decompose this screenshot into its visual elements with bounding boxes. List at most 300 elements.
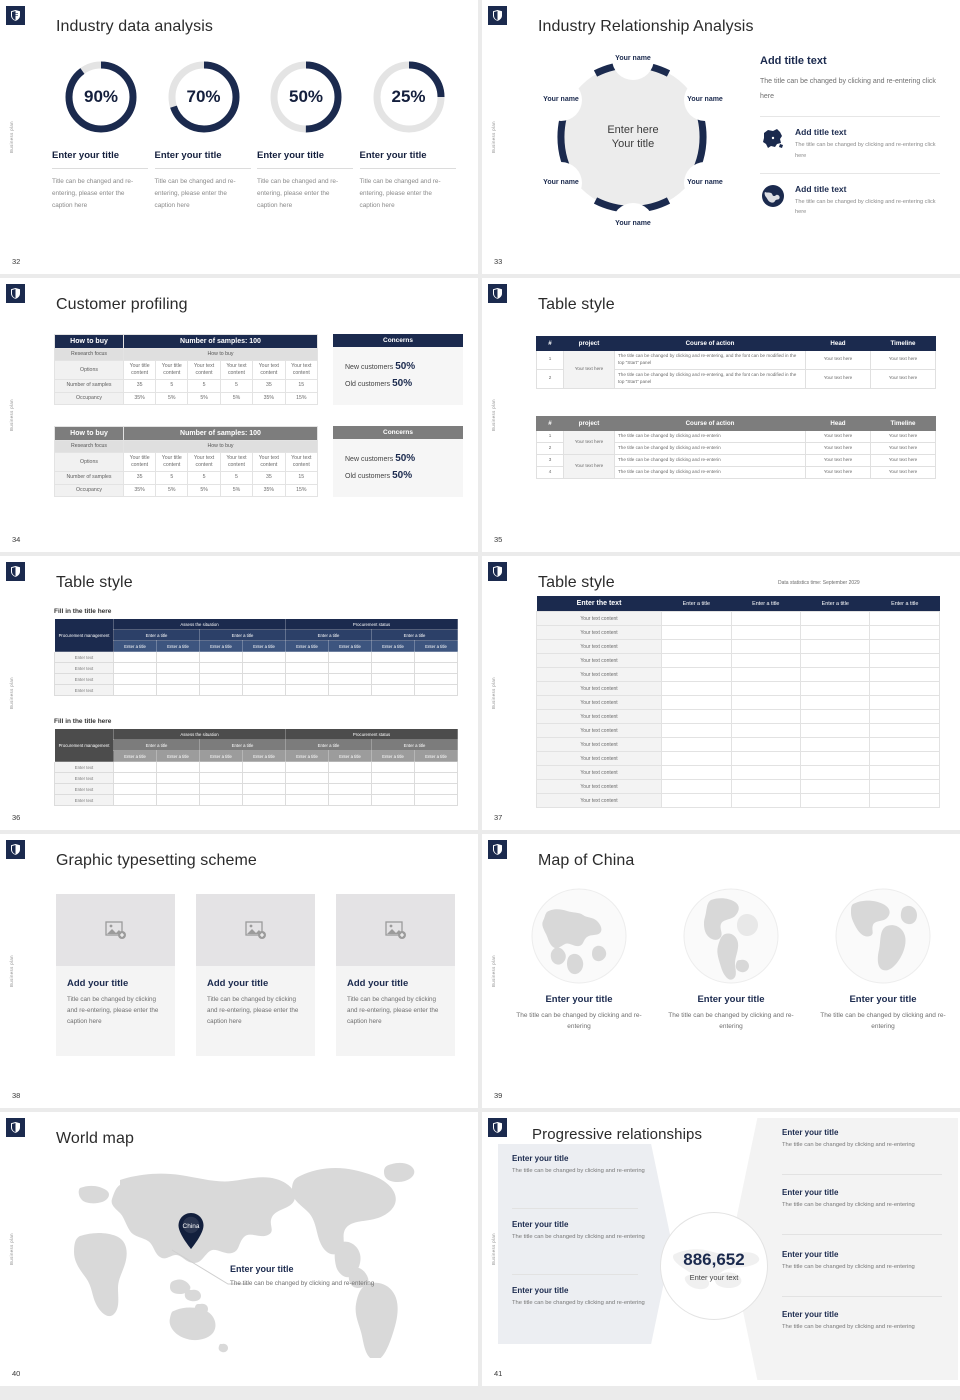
row-label: Your text content bbox=[537, 640, 662, 654]
table-cell[interactable] bbox=[731, 612, 800, 626]
col-header: Head bbox=[806, 417, 871, 431]
table-cell[interactable] bbox=[200, 784, 243, 795]
table-cell[interactable] bbox=[870, 794, 940, 808]
table-cell[interactable] bbox=[662, 696, 731, 710]
globe-group bbox=[514, 882, 948, 1032]
table-cell[interactable] bbox=[157, 784, 200, 795]
big-number: 886,652 bbox=[683, 1250, 745, 1269]
table-row: Options Your title content Your title content Your text content Your text content Your text content Your text content bbox=[55, 453, 318, 472]
divider bbox=[512, 1208, 638, 1209]
table-row bbox=[55, 685, 458, 696]
page-title: Industry data analysis bbox=[56, 18, 213, 35]
table-cell[interactable] bbox=[286, 795, 329, 806]
table-cell[interactable] bbox=[286, 762, 329, 773]
page-title: Table style bbox=[538, 296, 615, 313]
table-cell[interactable] bbox=[243, 674, 286, 685]
table-cell[interactable] bbox=[662, 724, 731, 738]
procurement-table-gray bbox=[54, 728, 458, 806]
page-title: Graphic typesetting scheme bbox=[56, 852, 257, 869]
leaf-header: Enter a title bbox=[157, 751, 200, 762]
table-cell[interactable] bbox=[329, 663, 372, 674]
table-cell[interactable] bbox=[286, 784, 329, 795]
table-row bbox=[55, 674, 458, 685]
table-cell[interactable] bbox=[372, 762, 415, 773]
row-label: Enter text bbox=[55, 795, 114, 806]
table-cell[interactable] bbox=[329, 795, 372, 806]
leaf-header: Enter a title bbox=[286, 641, 329, 652]
table-cell[interactable] bbox=[731, 710, 800, 724]
node-bottom-left[interactable]: Your name bbox=[540, 162, 582, 204]
right-item-2[interactable] bbox=[782, 1188, 932, 1210]
table-cell[interactable] bbox=[114, 773, 157, 784]
table-row: Occupancy 35% 5% 5% 5% 35% 15% bbox=[55, 484, 318, 496]
table-cell[interactable] bbox=[731, 794, 800, 808]
globe-americas-icon bbox=[666, 882, 796, 990]
page-title: Map of China bbox=[538, 852, 635, 869]
left-item-3[interactable] bbox=[512, 1286, 646, 1308]
col-header: Enter a title bbox=[801, 596, 870, 612]
table-cell[interactable] bbox=[870, 724, 940, 738]
customer-table-navy bbox=[54, 334, 318, 405]
table-cell[interactable] bbox=[731, 668, 800, 682]
table-cell[interactable] bbox=[801, 766, 870, 780]
donut-value: 70% bbox=[186, 87, 221, 106]
text-content-table bbox=[536, 596, 940, 808]
item-desc: The title can be changed by clicking and re-entering bbox=[512, 1234, 645, 1240]
row-label: Enter text bbox=[55, 663, 114, 674]
table-cell[interactable] bbox=[731, 738, 800, 752]
table-cell[interactable] bbox=[243, 762, 286, 773]
action-table-navy bbox=[536, 336, 936, 389]
table-cell[interactable] bbox=[870, 710, 940, 724]
leaf-header: Enter a title bbox=[243, 641, 286, 652]
table-row bbox=[55, 762, 458, 773]
row-label: Your text content bbox=[537, 626, 662, 640]
table-row: 2 The title can be changed by clicking and re-enterin Your text here Your text here bbox=[537, 442, 936, 454]
table-cell[interactable] bbox=[801, 626, 870, 640]
table-cell[interactable] bbox=[200, 685, 243, 696]
table-cell[interactable] bbox=[329, 784, 372, 795]
leaf-header: Enter a title bbox=[415, 751, 458, 762]
table-cell[interactable] bbox=[801, 724, 870, 738]
image-placeholder[interactable] bbox=[336, 894, 455, 966]
globe-atlantic-icon bbox=[818, 882, 948, 990]
item-desc: The title can be changed by clicking and re-entering click here bbox=[795, 199, 936, 216]
table-row: Number of samples 35 5 5 5 35 15 bbox=[55, 380, 318, 392]
table-cell[interactable] bbox=[801, 668, 870, 682]
table-cell[interactable] bbox=[157, 652, 200, 663]
table-cell[interactable] bbox=[731, 682, 800, 696]
table-cell[interactable] bbox=[801, 612, 870, 626]
globe-card[interactable] bbox=[818, 882, 948, 1032]
row-label: Enter text bbox=[55, 652, 114, 663]
table-cell[interactable] bbox=[372, 652, 415, 663]
page-title: World map bbox=[56, 1130, 134, 1147]
brand-logo bbox=[6, 840, 25, 859]
row-label: Enter text bbox=[55, 674, 114, 685]
table-cell[interactable] bbox=[731, 766, 800, 780]
table-cell[interactable] bbox=[731, 640, 800, 654]
table-cell[interactable] bbox=[801, 752, 870, 766]
table-cell[interactable] bbox=[415, 784, 458, 795]
table-cell[interactable] bbox=[415, 663, 458, 674]
table-cell[interactable] bbox=[329, 685, 372, 696]
table-cell[interactable] bbox=[114, 762, 157, 773]
vertical-brand-label: Business plan bbox=[9, 121, 14, 153]
table-cell[interactable] bbox=[870, 668, 940, 682]
table-cell[interactable] bbox=[157, 762, 200, 773]
table-cell[interactable] bbox=[662, 682, 731, 696]
page-number: 38 bbox=[12, 1091, 21, 1100]
brand-logo bbox=[6, 284, 25, 303]
col-header: Enter a title bbox=[662, 596, 731, 612]
node-bottom[interactable]: Your name bbox=[612, 203, 654, 245]
item-desc: The title can be changed by clicking and re-entering click here bbox=[795, 142, 936, 159]
item-title: Enter your title bbox=[512, 1220, 569, 1229]
table-cell[interactable] bbox=[243, 652, 286, 663]
table-cell[interactable] bbox=[731, 752, 800, 766]
slide-customer-profiling bbox=[0, 278, 478, 552]
table-cell[interactable] bbox=[329, 674, 372, 685]
table-cell[interactable] bbox=[243, 773, 286, 784]
item-desc: The title can be changed by clicking and re-entering bbox=[782, 1324, 915, 1330]
col-header: project bbox=[564, 417, 615, 431]
slide-graphic-typesetting-scheme bbox=[0, 834, 478, 1108]
table-cell[interactable] bbox=[415, 652, 458, 663]
table-cell[interactable] bbox=[329, 773, 372, 784]
leaf-header: Enter a title bbox=[372, 751, 415, 762]
table-cell[interactable] bbox=[731, 654, 800, 668]
sub-header: Enter a title bbox=[200, 630, 286, 641]
brand-logo bbox=[488, 284, 507, 303]
table-cell[interactable] bbox=[114, 674, 157, 685]
row-label: Enter text bbox=[55, 784, 114, 795]
image-placeholder[interactable] bbox=[56, 894, 175, 966]
table-cell[interactable] bbox=[870, 682, 940, 696]
table-cell[interactable] bbox=[372, 795, 415, 806]
table-cell[interactable] bbox=[200, 773, 243, 784]
table-cell[interactable] bbox=[662, 752, 731, 766]
media-card[interactable] bbox=[196, 894, 315, 1056]
table-cell[interactable] bbox=[662, 612, 731, 626]
row-label: Your text content bbox=[537, 668, 662, 682]
table-cell[interactable] bbox=[372, 663, 415, 674]
table-cell[interactable] bbox=[731, 626, 800, 640]
table-row bbox=[537, 752, 940, 766]
page-number: 41 bbox=[494, 1369, 503, 1378]
table-cell[interactable] bbox=[731, 696, 800, 710]
page-number: 33 bbox=[494, 257, 503, 266]
divider bbox=[760, 173, 940, 174]
row-label: Enter text bbox=[55, 773, 114, 784]
table-cell[interactable] bbox=[329, 762, 372, 773]
table-cell[interactable] bbox=[243, 795, 286, 806]
table-cell[interactable] bbox=[870, 626, 940, 640]
table-cell[interactable] bbox=[731, 780, 800, 794]
item-desc: The title can be changed by clicking and re-entering bbox=[512, 1300, 645, 1306]
item-desc: The title can be changed by clicking and re-entering bbox=[512, 1168, 645, 1174]
leaf-header: Enter a title bbox=[200, 641, 243, 652]
relationship-circle-diagram bbox=[532, 42, 732, 232]
donut-title: Enter your title bbox=[155, 150, 251, 169]
row-label: Your text content bbox=[537, 724, 662, 738]
table-cell[interactable] bbox=[243, 685, 286, 696]
table-cell[interactable] bbox=[801, 696, 870, 710]
table-cell[interactable] bbox=[662, 738, 731, 752]
table-row: Options Your title content Your title content Your text content Your text content Your text content Your text content bbox=[55, 361, 318, 380]
item-title: Enter your title bbox=[782, 1188, 839, 1197]
col-header: Course of action bbox=[615, 337, 806, 351]
item-title: Enter your title bbox=[782, 1310, 839, 1319]
col-header: Course of action bbox=[615, 417, 806, 431]
table-cell[interactable] bbox=[662, 654, 731, 668]
donut-desc: Title can be changed and re-entering, please enter the caption here bbox=[52, 178, 134, 209]
slide-map-of-china bbox=[482, 834, 960, 1108]
row-label: Your text content bbox=[537, 752, 662, 766]
table-row bbox=[537, 696, 940, 710]
table-cell[interactable] bbox=[200, 652, 243, 663]
media-card[interactable] bbox=[336, 894, 455, 1056]
page-title: Industry Relationship Analysis bbox=[538, 18, 754, 35]
table-cell[interactable] bbox=[801, 794, 870, 808]
table-cell[interactable] bbox=[286, 663, 329, 674]
panel-heading: Add title text bbox=[760, 55, 827, 67]
vertical-brand-label: Business plan bbox=[491, 399, 496, 431]
divider bbox=[760, 116, 940, 117]
map-callout bbox=[230, 1264, 380, 1289]
table-row bbox=[537, 766, 940, 780]
table-cell[interactable] bbox=[662, 668, 731, 682]
item-title: Enter your title bbox=[512, 1154, 569, 1163]
sub-header: Enter a title bbox=[114, 630, 200, 641]
callout-desc: The title can be changed by clicking and re-entering bbox=[230, 1280, 375, 1287]
right-item-1[interactable] bbox=[782, 1128, 932, 1150]
globe-title: Enter your title bbox=[849, 994, 917, 1005]
col-header: Enter a title bbox=[870, 596, 940, 612]
table-cell[interactable] bbox=[286, 685, 329, 696]
leaf-header: Enter a title bbox=[114, 751, 157, 762]
add-image-icon bbox=[385, 920, 407, 940]
panel-item[interactable] bbox=[760, 184, 940, 218]
center-stat-circle bbox=[660, 1212, 768, 1320]
leaf-header: Enter a title bbox=[329, 751, 372, 762]
media-card[interactable] bbox=[56, 894, 175, 1056]
table-cell[interactable] bbox=[731, 724, 800, 738]
slide-industry-relationship-analysis bbox=[482, 0, 960, 274]
donut-title: Enter your title bbox=[52, 150, 148, 169]
card-group bbox=[56, 894, 455, 1056]
col-header: Timeline bbox=[871, 337, 936, 351]
divider bbox=[782, 1234, 942, 1235]
table-row bbox=[537, 626, 940, 640]
table-cell[interactable] bbox=[801, 710, 870, 724]
table-cell[interactable] bbox=[372, 685, 415, 696]
donut-chart-90 bbox=[62, 58, 140, 136]
concerns-body bbox=[333, 347, 463, 405]
table-cell[interactable] bbox=[372, 773, 415, 784]
page-number: 36 bbox=[12, 813, 21, 822]
table-cell[interactable] bbox=[801, 640, 870, 654]
left-item-2[interactable] bbox=[512, 1220, 646, 1242]
table-cell[interactable] bbox=[870, 780, 940, 794]
table-cell[interactable] bbox=[870, 752, 940, 766]
table-cell[interactable] bbox=[870, 766, 940, 780]
table-cell[interactable] bbox=[415, 773, 458, 784]
table-row bbox=[55, 773, 458, 784]
left-item-1[interactable] bbox=[512, 1154, 646, 1176]
card-body bbox=[336, 966, 455, 1056]
table-cell[interactable] bbox=[157, 674, 200, 685]
table-cell[interactable] bbox=[157, 685, 200, 696]
table-cell[interactable] bbox=[870, 738, 940, 752]
table-row bbox=[537, 724, 940, 738]
slide-table-style-35 bbox=[482, 278, 960, 552]
brand-logo bbox=[6, 562, 25, 581]
action-table-gray bbox=[536, 416, 936, 479]
table-cell[interactable] bbox=[157, 795, 200, 806]
donut-chart-50 bbox=[267, 58, 345, 136]
divider bbox=[512, 1274, 638, 1275]
col-header: Enter a title bbox=[731, 596, 800, 612]
group-header: Procurement status bbox=[286, 619, 458, 630]
big-caption: Enter your text bbox=[689, 1273, 739, 1282]
globe-card[interactable] bbox=[666, 882, 796, 1032]
node-top-right[interactable]: Your name bbox=[684, 79, 726, 121]
page-number: 37 bbox=[494, 813, 503, 822]
panel-item[interactable] bbox=[760, 127, 940, 161]
right-item-3[interactable] bbox=[782, 1250, 932, 1272]
table-row bbox=[55, 652, 458, 663]
table-cell[interactable] bbox=[662, 794, 731, 808]
table-cell[interactable] bbox=[200, 795, 243, 806]
table-cell[interactable] bbox=[415, 795, 458, 806]
table-row: Number of samples 35 5 5 5 35 15 bbox=[55, 472, 318, 484]
card-desc: Title can be changed by clicking and re-entering, please enter the caption here bbox=[207, 996, 299, 1026]
item-title: Enter your title bbox=[782, 1250, 839, 1259]
table-cell[interactable] bbox=[415, 674, 458, 685]
sub-header: Enter a title bbox=[372, 740, 458, 751]
section-label-bottom: Fill in the title here bbox=[54, 718, 112, 725]
table-cell[interactable] bbox=[114, 784, 157, 795]
group-header: Procurement status bbox=[286, 729, 458, 740]
page-title: Table style bbox=[538, 574, 615, 591]
brand-logo bbox=[488, 840, 507, 859]
table-cell[interactable] bbox=[286, 652, 329, 663]
page-number: 34 bbox=[12, 535, 21, 544]
slide-progressive-relationships bbox=[482, 1112, 960, 1386]
page-number: 32 bbox=[12, 257, 21, 266]
table-cell[interactable] bbox=[801, 654, 870, 668]
table-cell[interactable] bbox=[243, 663, 286, 674]
node-top[interactable]: Your name bbox=[612, 38, 654, 80]
concerns-card-gray: Concerns New customers 50% Old customers 50% bbox=[333, 426, 463, 497]
leaf-header: Enter a title bbox=[114, 641, 157, 652]
row-label: Your text content bbox=[537, 696, 662, 710]
leaf-header: Enter a title bbox=[415, 641, 458, 652]
donut-chart-70 bbox=[165, 58, 243, 136]
right-item-4[interactable] bbox=[782, 1310, 932, 1332]
right-text-panel bbox=[760, 55, 940, 228]
table-cell[interactable] bbox=[801, 682, 870, 696]
table-row: 1 Your text here The title can be changed by clicking and re-enterin Your text here Your text here bbox=[537, 431, 936, 443]
image-placeholder[interactable] bbox=[196, 894, 315, 966]
row-label: Your text content bbox=[537, 794, 662, 808]
brand-logo bbox=[488, 562, 507, 581]
vertical-brand-label: Business plan bbox=[491, 121, 496, 153]
table-cell[interactable] bbox=[329, 652, 372, 663]
node-bottom-right[interactable]: Your name bbox=[684, 162, 726, 204]
table-row bbox=[537, 682, 940, 696]
item-title: Enter your title bbox=[782, 1128, 839, 1137]
table-cell[interactable] bbox=[286, 674, 329, 685]
table-cell[interactable] bbox=[662, 626, 731, 640]
table-cell[interactable] bbox=[114, 663, 157, 674]
donut-card bbox=[257, 58, 360, 212]
table-cell[interactable] bbox=[415, 685, 458, 696]
table-cell[interactable] bbox=[114, 795, 157, 806]
row-label: Your text content bbox=[537, 654, 662, 668]
pin-label: China bbox=[182, 1223, 200, 1230]
table-cell[interactable] bbox=[415, 762, 458, 773]
table-cell[interactable] bbox=[662, 710, 731, 724]
leaf-header: Enter a title bbox=[157, 641, 200, 652]
table-cell[interactable] bbox=[114, 685, 157, 696]
table-cell[interactable] bbox=[801, 780, 870, 794]
table-cell[interactable] bbox=[372, 784, 415, 795]
customer-table-gray: How to buy Number of samples: 100 Research focus How to buy Options Your title content Your title content Your text content Your text content Your text content Your text content Number of samples 35 5 5 5 35 15 Occupancy 35% 5% 5% 5% 35% 15% bbox=[54, 426, 318, 497]
table-cell[interactable] bbox=[200, 674, 243, 685]
table-cell[interactable] bbox=[286, 773, 329, 784]
table-cell[interactable] bbox=[870, 696, 940, 710]
table-row bbox=[537, 668, 940, 682]
donut-desc: Title can be changed and re-entering, please enter the caption here bbox=[154, 178, 236, 209]
table-cell[interactable] bbox=[157, 663, 200, 674]
table-row bbox=[537, 654, 940, 668]
table-cell[interactable] bbox=[870, 654, 940, 668]
card-title: Add your title bbox=[347, 978, 409, 989]
page-number: 35 bbox=[494, 535, 503, 544]
table-cell[interactable] bbox=[114, 652, 157, 663]
table-cell[interactable] bbox=[662, 780, 731, 794]
table-cell[interactable] bbox=[200, 663, 243, 674]
slide-industry-data-analysis bbox=[0, 0, 478, 274]
table-cell[interactable] bbox=[662, 766, 731, 780]
row-label: Your text content bbox=[537, 682, 662, 696]
table-row: 2 The title can be changed by clicking and re-entering, and the font can be modified in the top "Start" panel Your text here Your text here bbox=[537, 369, 936, 388]
table-cell[interactable] bbox=[157, 773, 200, 784]
row-label: Your text content bbox=[537, 780, 662, 794]
sub-header: Enter a title bbox=[286, 630, 372, 641]
concerns-line: New customers 50% bbox=[345, 453, 416, 464]
center-line-2: Your title bbox=[611, 138, 655, 150]
donut-title: Enter your title bbox=[257, 150, 353, 169]
table-cell[interactable] bbox=[200, 762, 243, 773]
donut-card bbox=[360, 58, 463, 212]
table-cell[interactable] bbox=[870, 612, 940, 626]
col-header: Enter the text bbox=[537, 596, 662, 612]
table-cell[interactable] bbox=[801, 738, 870, 752]
table-cell[interactable] bbox=[870, 640, 940, 654]
concerns-card-navy bbox=[333, 334, 463, 405]
node-top-left[interactable]: Your name bbox=[540, 79, 582, 121]
table-cell[interactable] bbox=[372, 674, 415, 685]
globe-desc: The title can be changed by clicking and re-entering bbox=[516, 1012, 642, 1031]
donut-title: Enter your title bbox=[360, 150, 456, 169]
table-cell[interactable] bbox=[662, 640, 731, 654]
table-cell[interactable] bbox=[243, 784, 286, 795]
globe-card[interactable] bbox=[514, 882, 644, 1032]
sub-header: Enter a title bbox=[286, 740, 372, 751]
